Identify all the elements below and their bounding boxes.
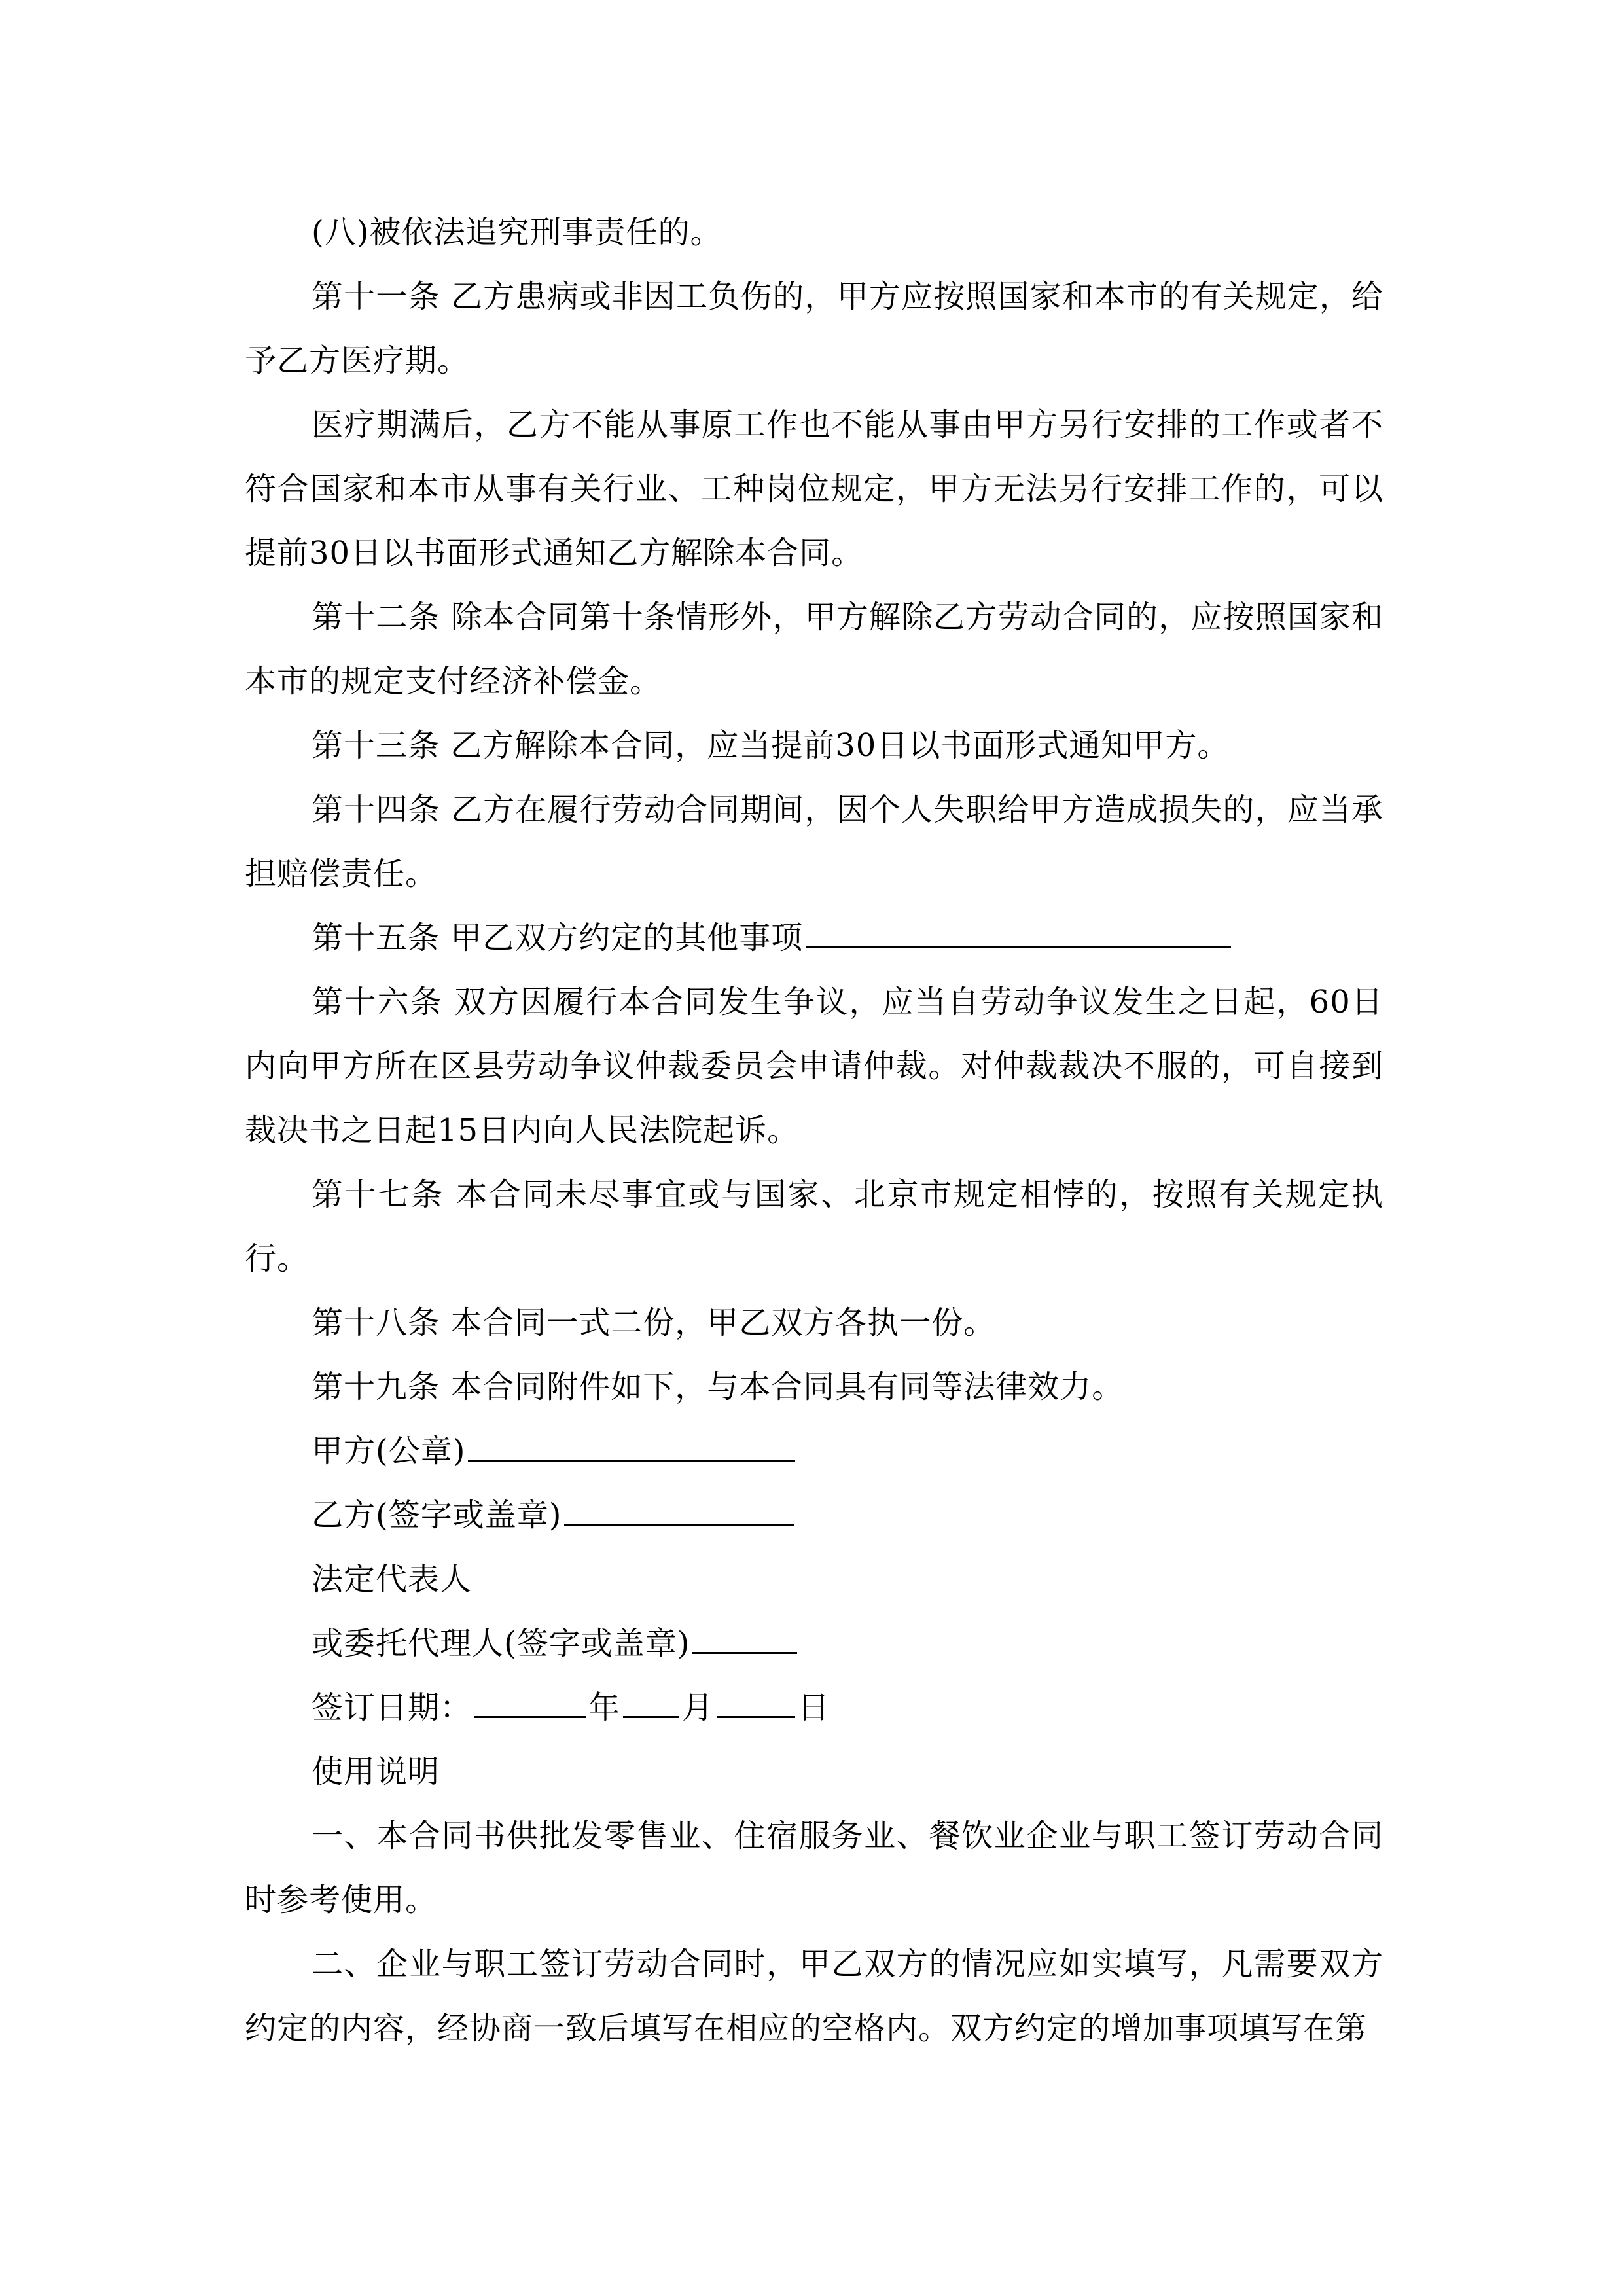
article-15-label: 第十五条 甲乙双方约定的其他事项 xyxy=(312,920,804,956)
party-a-label: 甲方(公章) xyxy=(312,1433,466,1469)
article-13: 第十三条 乙方解除本合同，应当提前30日以书面形式通知甲方。 xyxy=(312,727,1230,764)
day-label: 日 xyxy=(798,1689,830,1726)
legal-representative-label: 法定代表人 xyxy=(312,1561,473,1598)
article-14: 第十四条 乙方在履行劳动合同期间，因个人失职给甲方造成损失的，应当承担赔偿责任。 xyxy=(245,791,1383,892)
article-11-medical-period: 医疗期满后，乙方不能从事原工作也不能从事由甲方另行安排的工作或者不符合国家和本市从事有关行业、工种岗位规定，甲方无法另行安排工作的，可以提前30日以书面形式通知乙方解除本合同。 xyxy=(245,406,1383,571)
agent-sign-blank[interactable] xyxy=(692,1617,797,1654)
other-matters-blank[interactable] xyxy=(806,911,1231,948)
month-blank[interactable] xyxy=(623,1681,679,1718)
article-15 xyxy=(245,906,1383,970)
agent-signature-line xyxy=(245,1611,1383,1676)
agent-label: 或委托代理人(签字或盖章) xyxy=(312,1625,690,1662)
year-blank[interactable] xyxy=(474,1681,586,1718)
party-b-label: 乙方(签字或盖章) xyxy=(312,1497,562,1534)
party-b-sign-blank[interactable] xyxy=(564,1488,794,1526)
document-body xyxy=(245,200,1383,2060)
article-11: 第十一条 乙方患病或非因工负伤的，甲方应按照国家和本市的有关规定，给予乙方医疗期。 xyxy=(245,278,1383,379)
instruction-2: 二、企业与职工签订劳动合同时，甲乙双方的情况应如实填写，凡需要双方约定的内容，经协商一致后填写在相应的空格内。双方约定的增加事项填写在第 xyxy=(245,1946,1383,2047)
article-16: 第十六条 双方因履行本合同发生争议，应当自劳动争议发生之日起，60日内向甲方所在区县劳动争议仲裁委员会申请仲裁。对仲裁裁决不服的，可自接到裁决书之日起15日内向人民法院起诉。 xyxy=(245,984,1383,1149)
clause-8-criminal: (八)被依法追究刑事责任的。 xyxy=(312,214,722,251)
instruction-1: 一、本合同书供批发零售业、住宿服务业、餐饮业企业与职工签订劳动合同时参考使用。 xyxy=(245,1818,1383,1918)
article-17: 第十七条 本合同未尽事宜或与国家、北京市规定相悖的，按照有关规定执行。 xyxy=(245,1176,1383,1277)
signing-date-line xyxy=(245,1676,1383,1740)
instructions-title: 使用说明 xyxy=(312,1753,440,1790)
article-19: 第十九条 本合同附件如下，与本合同具有同等法律效力。 xyxy=(312,1369,1124,1405)
month-label: 月 xyxy=(682,1689,715,1726)
signing-date-label: 签订日期： xyxy=(312,1689,473,1726)
year-label: 年 xyxy=(588,1689,621,1726)
day-blank[interactable] xyxy=(717,1681,795,1718)
party-b-signature-line xyxy=(245,1483,1383,1547)
party-a-signature-line xyxy=(245,1419,1383,1483)
article-12: 第十二条 除本合同第十条情形外，甲方解除乙方劳动合同的，应按照国家和本市的规定支付经济补偿金。 xyxy=(245,599,1383,700)
article-18: 第十八条 本合同一式二份，甲乙双方各执一份。 xyxy=(312,1304,996,1341)
party-a-seal-blank[interactable] xyxy=(468,1424,795,1462)
